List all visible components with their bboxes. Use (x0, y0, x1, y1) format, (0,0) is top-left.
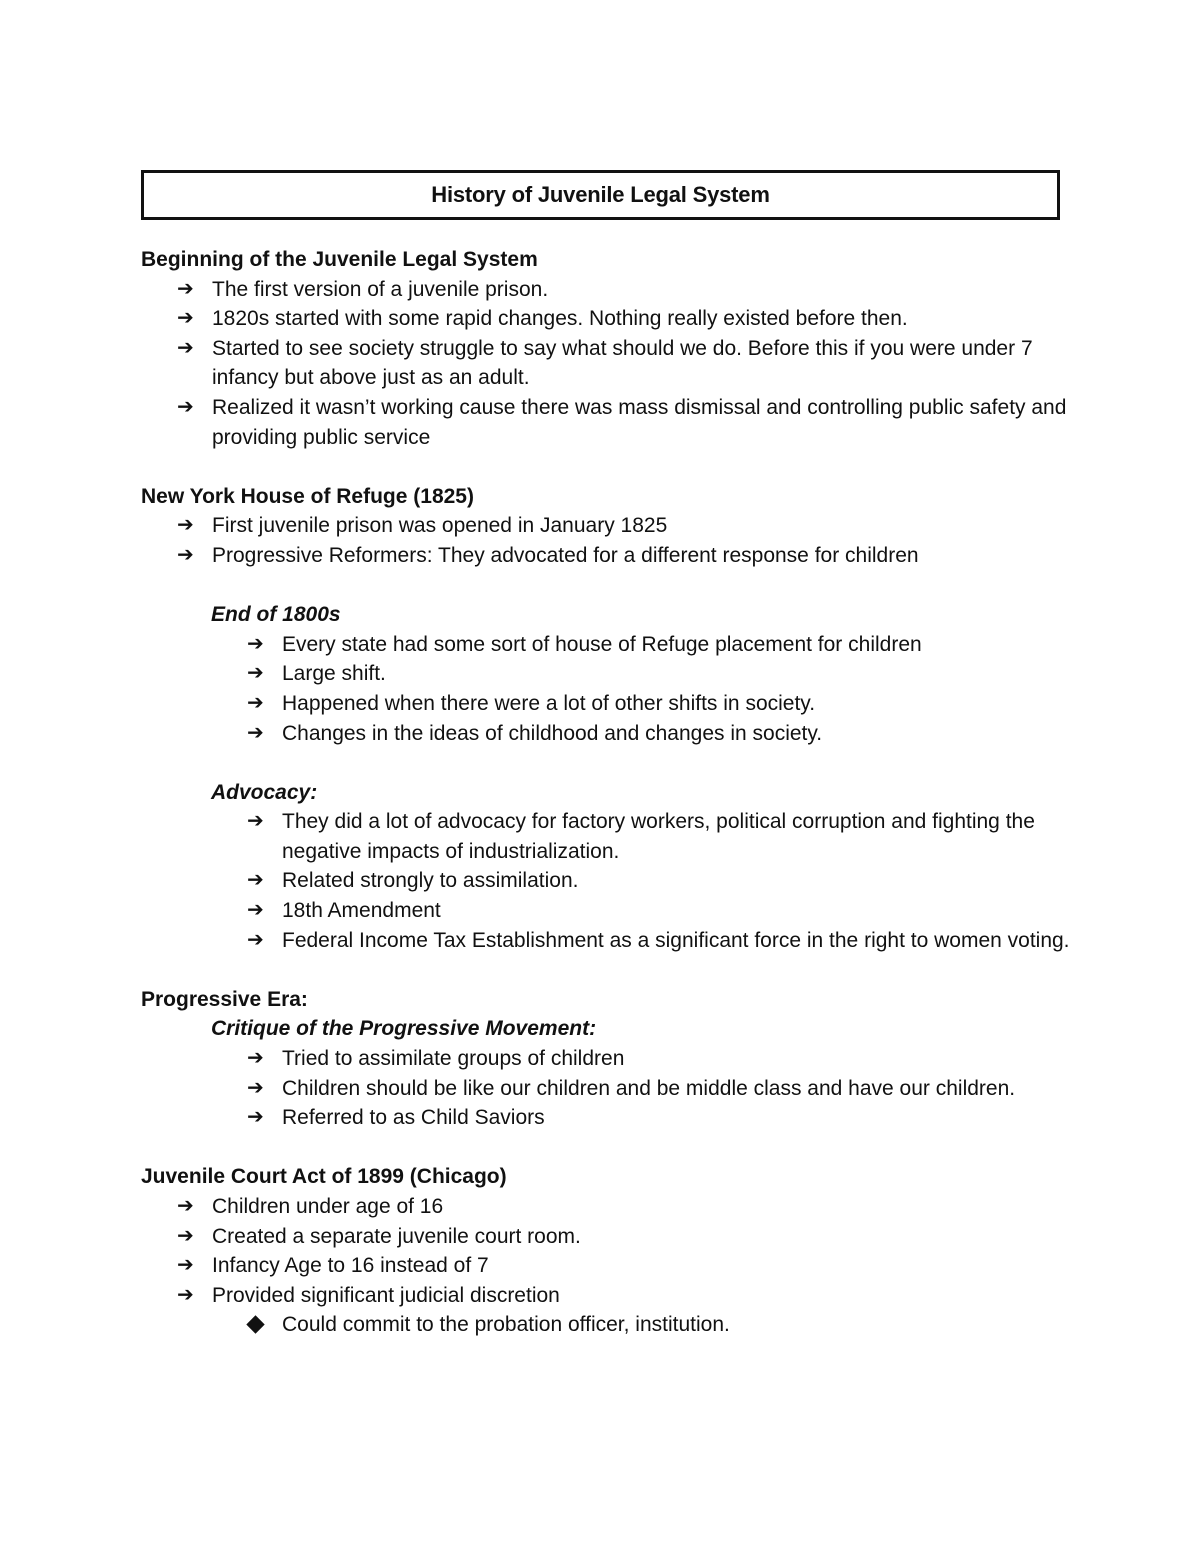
advocacy-list (141, 807, 1071, 955)
diamond-bullet-icon (246, 1316, 264, 1334)
arrow-bullet-icon: ➔ (247, 1047, 264, 1070)
arrow-bullet-icon: ➔ (177, 1224, 194, 1247)
list-item: ➔ Referred to as Child Saviors (141, 1103, 1071, 1133)
list-item: ➔ Large shift. (141, 659, 1071, 689)
list-item: ➔ Federal Income Tax Establishment as a significant force in the right to women voting. (141, 926, 1071, 956)
list-item: ➔ They did a lot of advocacy for factory workers, political corruption and fighting the negative impacts of industrialization. (141, 807, 1071, 866)
list-item: ➔ Every state had some sort of house of Refuge placement for children (141, 630, 1071, 660)
arrow-bullet-icon: ➔ (177, 1195, 194, 1217)
list-item: ➔ Created a separate juvenile court room. (141, 1222, 1071, 1252)
arrow-bullet-icon: ➔ (247, 810, 264, 833)
arrow-bullet-icon: ➔ (177, 277, 194, 300)
sub-heading-advocacy: Advocacy: (211, 780, 318, 804)
section-heading-beginning: Beginning of the Juvenile Legal System (141, 248, 538, 271)
arrow-bullet-icon: ➔ (177, 336, 194, 359)
list-item: ➔ The first version of a juvenile prison. (141, 275, 1071, 305)
arrow-bullet-icon: ➔ (177, 514, 194, 537)
list-item: ➔ Provided significant judicial discretion (141, 1281, 1071, 1311)
list-item: ➔ Children should be like our children and be middle class and have our children. (141, 1074, 1071, 1104)
arrow-bullet-icon: ➔ (177, 395, 194, 418)
list-item: ➔ Infancy Age to 16 instead of 7 (141, 1251, 1071, 1281)
arrow-bullet-icon: ➔ (247, 662, 264, 685)
arrow-bullet-icon: ➔ (247, 899, 264, 922)
beginning-list (141, 275, 1071, 453)
document-body (141, 245, 1071, 1340)
list-item: ➔ First juvenile prison was opened in January 1825 (141, 511, 1071, 541)
document-title: History of Juvenile Legal System (141, 170, 1060, 220)
arrow-bullet-icon: ➔ (247, 632, 264, 655)
arrow-bullet-icon: ➔ (247, 1106, 264, 1129)
arrow-bullet-icon: ➔ (247, 1076, 264, 1099)
section-heading-juvenile-court: Juvenile Court Act of 1899 (Chicago) (141, 1165, 507, 1189)
list-item: ➔ 1820s started with some rapid changes. Nothing really existed before then. (141, 304, 1071, 334)
arrow-bullet-icon: ➔ (177, 1283, 194, 1306)
end-1800s-list (141, 630, 1071, 748)
list-item: ➔ Realized it wasn’t working cause there was mass dismissal and controlling public safety and providing public service (141, 393, 1071, 452)
juvenile-court-sub-list (141, 1310, 1071, 1340)
list-item: ➔ Related strongly to assimilation. (141, 866, 1071, 896)
list-item: Could commit to the probation officer, institution. (141, 1310, 1071, 1340)
sub-heading-end-1800s: End of 1800s (211, 603, 341, 627)
section-heading-progressive-era: Progressive Era: (141, 987, 308, 1011)
list-item: ➔ Children under age of 16 (141, 1192, 1071, 1222)
sub-heading-critique: Critique of the Progressive Movement: (211, 1017, 597, 1041)
list-item: ➔ Tried to assimilate groups of children (141, 1044, 1071, 1074)
critique-list (141, 1044, 1071, 1133)
arrow-bullet-icon: ➔ (177, 307, 194, 330)
juvenile-court-list (141, 1192, 1071, 1310)
arrow-bullet-icon: ➔ (247, 721, 264, 744)
list-item: ➔ Happened when there were a lot of other shifts in society. (141, 689, 1071, 719)
arrow-bullet-icon: ➔ (247, 869, 264, 892)
section-heading-new-york: New York House of Refuge (1825) (141, 484, 474, 508)
arrow-bullet-icon: ➔ (247, 691, 264, 714)
list-item: ➔ Changes in the ideas of childhood and changes in society. (141, 719, 1071, 749)
arrow-bullet-icon: ➔ (247, 928, 264, 951)
arrow-bullet-icon: ➔ (177, 543, 194, 566)
list-item: ➔ Progressive Reformers: They advocated for a different response for children (141, 541, 1071, 571)
list-item: ➔ 18th Amendment (141, 896, 1071, 926)
arrow-bullet-icon: ➔ (177, 1254, 194, 1277)
list-item: ➔ Started to see society struggle to say what should we do. Before this if you were under 7 infancy but above just as an adult. (141, 334, 1071, 393)
new-york-list (141, 511, 1071, 570)
